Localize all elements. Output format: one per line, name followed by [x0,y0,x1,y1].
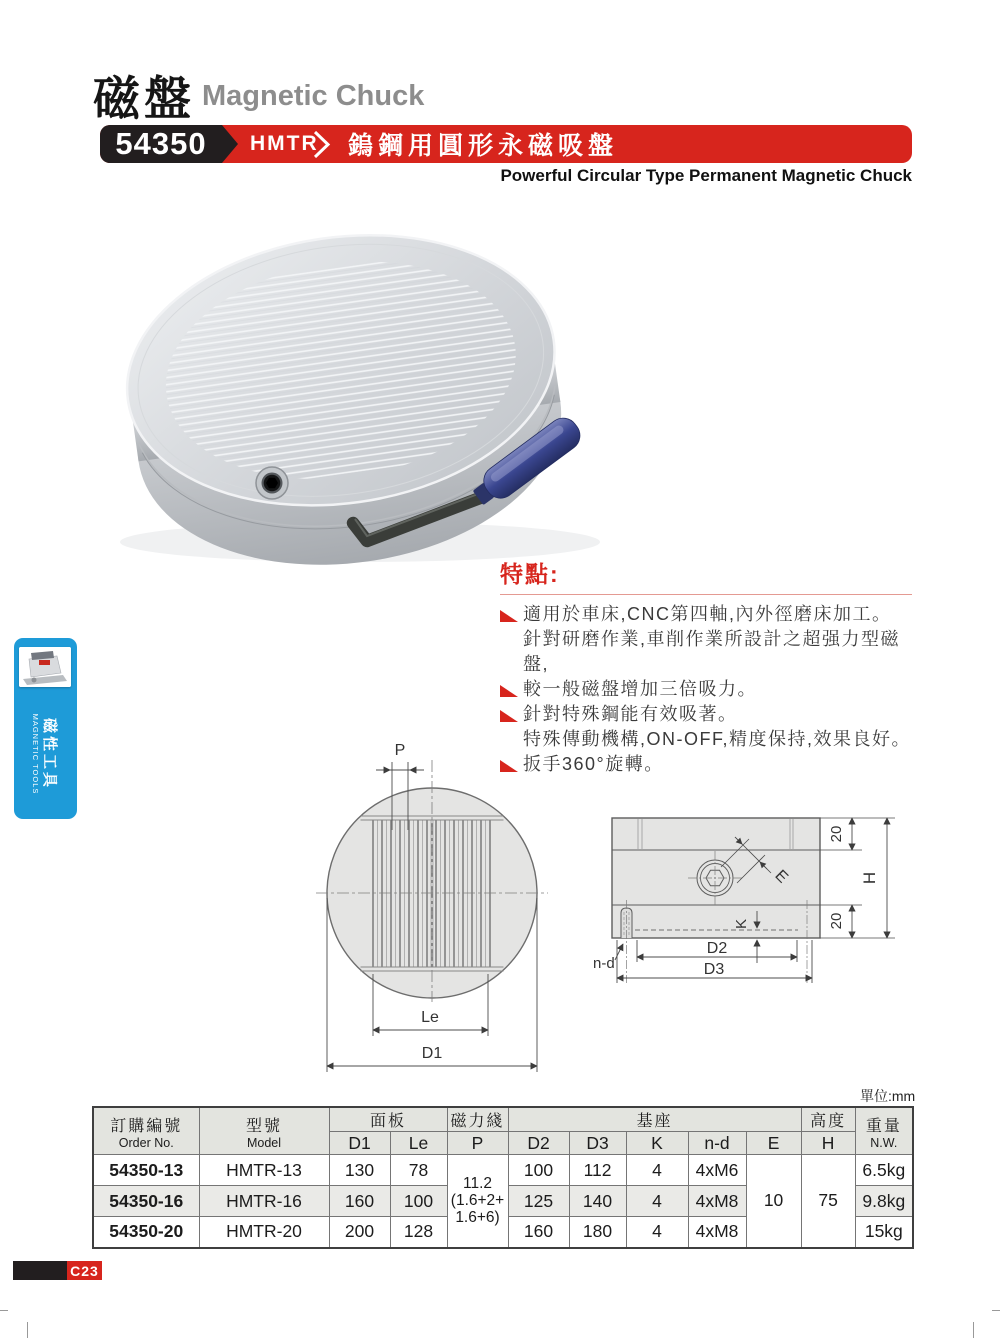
product-banner [100,125,912,163]
cell-d1: 200 [329,1217,390,1248]
col-header-nd: n-d [688,1132,746,1155]
cell-k: 4 [626,1155,688,1186]
col-header-d3: D3 [569,1132,626,1155]
col-header-le: Le [390,1132,447,1155]
group-header-base: 基座 [508,1107,801,1132]
page-number: C23 [67,1261,102,1280]
col-header-d1: D1 [329,1132,390,1155]
order-code: 54350 [115,126,207,161]
cell-p-merged: 11.2 (1.6+2+ 1.6+6) [447,1155,508,1248]
dimension-drawing [290,740,920,1085]
dim-label-e: E [771,867,791,887]
category-thumbnail [19,647,71,687]
footer-bar [13,1261,67,1280]
dim-label-p: P [394,742,406,759]
feature-text: 扳手360°旋轉。 [523,754,664,774]
crop-mark [992,1310,1000,1311]
crop-mark [27,1322,28,1338]
page-title-zh: 磁盤 [93,72,195,125]
cell-d1: 160 [329,1186,390,1217]
chuck-body [110,210,581,570]
dim-label-nd: n-d [593,955,615,972]
cell-le: 78 [390,1155,447,1186]
col-header-p: P [447,1132,508,1155]
feature-text: 較一般磁盤增加三倍吸力。 [523,679,757,699]
cell-k: 4 [626,1217,688,1248]
feature-text: 適用於車床,CNC第四軸,內外徑磨床加工。 [523,604,892,624]
dim-label-le: Le [421,1009,439,1026]
col-header-e: E [746,1132,801,1155]
cell-order: 54350-20 [93,1217,199,1248]
table-row [93,1155,913,1186]
cell-model: HMTR-16 [199,1186,329,1217]
features-rule [500,594,912,595]
cell-model: HMTR-20 [199,1217,329,1248]
cell-nd: 4xM8 [688,1186,746,1217]
feature-item [500,677,914,702]
feature-text: 針對研磨作業,車削作業所設計之超强力型磁盤, [523,629,900,674]
cell-d3: 180 [569,1217,626,1248]
feature-item [500,602,914,627]
col-header-h: H [801,1132,855,1155]
cell-nw: 6.5kg [855,1155,913,1186]
bullet-triangle-icon [500,709,518,722]
cell-nd: 4xM6 [688,1155,746,1186]
page-title-en: Magnetic Chuck [202,80,425,112]
spec-table [92,1106,914,1249]
cell-order: 54350-16 [93,1186,199,1217]
crop-mark [973,1322,974,1338]
cell-d2: 160 [508,1217,569,1248]
cell-k: 4 [626,1186,688,1217]
cell-nw: 15kg [855,1217,913,1248]
series-label: HMTR [250,132,319,155]
dim-label-h: H [860,871,879,885]
feature-item [500,627,914,677]
side-view [593,818,895,983]
category-label-zh: 磁性工具 [40,717,58,790]
cell-d3: 112 [569,1155,626,1186]
bullet-triangle-icon [500,684,518,697]
crop-mark [0,1310,8,1311]
dim-label-k: K [733,918,750,930]
cell-order: 54350-13 [93,1155,199,1186]
feature-text: 特殊傳動機構,ON-OFF,精度保持,效果良好。 [523,729,911,749]
onoff-socket [256,467,288,499]
cell-nd: 4xM8 [688,1217,746,1248]
features-heading: 特點: [500,561,560,587]
dim-label-d1: D1 [421,1045,443,1062]
cell-d1: 130 [329,1155,390,1186]
col-header-model: 型號 Model [199,1107,329,1155]
cell-h-merged: 75 [801,1155,855,1248]
chevron-icon [312,131,332,158]
product-photo [110,210,610,570]
col-header-weight: 重量 N.W. [855,1107,913,1155]
feature-item [500,702,914,727]
cell-d3: 140 [569,1186,626,1217]
category-label [31,694,61,814]
cell-model: HMTR-13 [199,1155,329,1186]
bullet-triangle-icon [500,609,518,622]
cell-le: 100 [390,1186,447,1217]
col-header-d2: D2 [508,1132,569,1155]
group-header-magline: 磁力綫 [447,1107,508,1132]
order-code-tab-arrow [222,125,238,163]
category-tab [14,638,77,819]
unit-note: 單位:mm [860,1088,916,1104]
dim-label-d3: D3 [703,961,725,978]
col-header-order: 訂購編號 Order No. [93,1107,199,1155]
cell-d2: 125 [508,1186,569,1217]
feature-text: 針對特殊鋼能有效吸著。 [523,704,738,724]
cell-d2: 100 [508,1155,569,1186]
dim-label-d2: D2 [706,940,728,957]
order-code-tab [100,125,222,163]
category-label-en: MAGNETIC TOOLS [30,713,40,795]
dim-label-20-bottom: 20 [828,912,845,930]
cell-le: 128 [390,1217,447,1248]
cell-nw: 9.8kg [855,1186,913,1217]
group-header-faceplate: 面板 [329,1107,447,1132]
cell-e-merged: 10 [746,1155,801,1248]
dim-label-20-top: 20 [828,825,845,843]
col-header-k: K [626,1132,688,1155]
top-view [316,742,548,1072]
product-name-zh: 鎢鋼用圓形永磁吸盤 [348,132,619,160]
group-header-height: 高度 [801,1107,855,1132]
product-name-en: Powerful Circular Type Permanent Magnetic Chuck [500,166,912,185]
